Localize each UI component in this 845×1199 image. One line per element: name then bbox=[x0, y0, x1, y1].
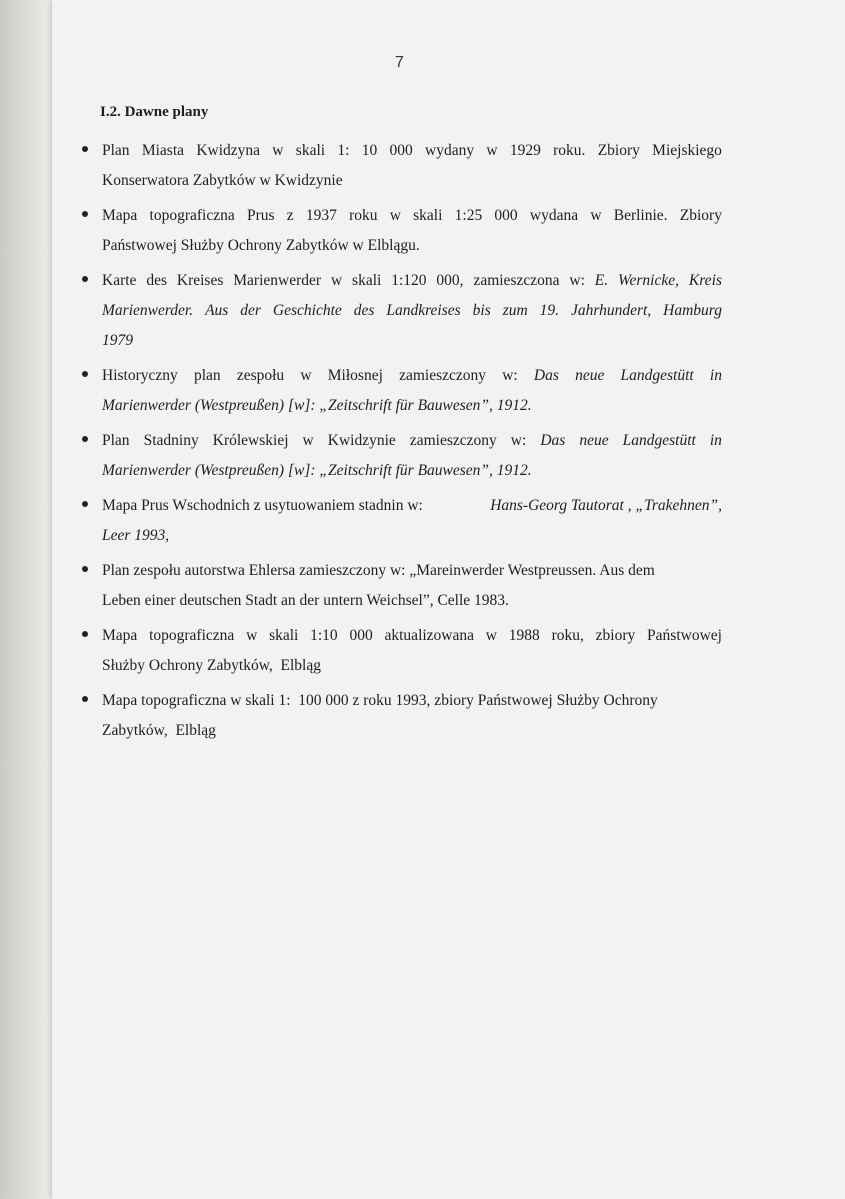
list-item-text: w bbox=[246, 627, 258, 644]
list-item-text: neue bbox=[579, 432, 609, 449]
list-item-line bbox=[102, 136, 722, 166]
list-item-text: Leer 1993, bbox=[102, 527, 170, 544]
list-item bbox=[78, 686, 722, 746]
list-item-line bbox=[102, 231, 722, 261]
list-item-text: w bbox=[302, 432, 314, 449]
list-item-text: Kreis bbox=[688, 272, 722, 289]
list-item-text: 10 bbox=[361, 142, 378, 159]
list-item-text: Marienwerder bbox=[233, 272, 322, 289]
list-item bbox=[78, 201, 722, 261]
list-item-text: roku, bbox=[551, 627, 584, 644]
list-item-text: aktualizowana bbox=[384, 627, 475, 644]
list-item-text: bis bbox=[472, 302, 491, 319]
list-item-text: Landgestütt bbox=[620, 367, 694, 384]
list-item-text: Miejskiego bbox=[652, 142, 722, 159]
list-item-text: Kreises bbox=[176, 272, 224, 289]
list-item-line bbox=[102, 521, 722, 551]
list-item-line bbox=[102, 586, 722, 616]
section-heading: I.2. Dawne plany bbox=[100, 104, 209, 120]
bullet-icon bbox=[82, 146, 88, 152]
list-item-text: Plan bbox=[102, 432, 130, 449]
list-item-text: zum bbox=[502, 302, 528, 319]
list-item-text: in bbox=[709, 432, 722, 449]
list-item-text: w bbox=[590, 207, 602, 224]
list-item-text: z bbox=[286, 207, 294, 224]
list-item-line bbox=[102, 651, 722, 681]
list-item-text: skali bbox=[413, 207, 443, 224]
list-item-text: in bbox=[709, 367, 722, 384]
list-item-text: w bbox=[486, 142, 498, 159]
list-item-text: w: bbox=[502, 367, 518, 384]
list-item-text: Mapa bbox=[102, 207, 138, 224]
list-item-text: zamieszczony bbox=[409, 432, 497, 449]
list-item-text: Plan bbox=[102, 142, 130, 159]
list-item-text: 000, bbox=[436, 272, 464, 289]
bullet-icon bbox=[82, 276, 88, 282]
list-item-line bbox=[102, 166, 722, 196]
bullet-icon bbox=[82, 436, 88, 442]
list-item-text: roku. bbox=[553, 142, 586, 159]
list-item-text: Karte bbox=[102, 272, 137, 289]
list-item bbox=[78, 491, 722, 551]
list-item bbox=[78, 621, 722, 681]
list-item-text: Królewskiej bbox=[212, 432, 289, 449]
list-item-line bbox=[102, 326, 722, 356]
list-item-text: Marienwerder. bbox=[102, 302, 194, 319]
list-item-text: Historyczny bbox=[102, 367, 178, 384]
list-item-text: 1937 bbox=[305, 207, 337, 224]
list-item-text: 1:120 bbox=[391, 272, 427, 289]
list-item-text: Służby Ochrony Zabytków, Elbląg bbox=[102, 657, 321, 674]
list-item-text: Hans-Georg Tautorat , „Trakehnen”, bbox=[490, 497, 722, 514]
bullet-icon bbox=[82, 501, 88, 507]
list-item-text: neue bbox=[575, 367, 605, 384]
list-item-text: Konserwatora Zabytków w Kwidzynie bbox=[102, 172, 343, 189]
list-item-text: Państwowej Służby Ochrony Zabytków w Elblągu. bbox=[102, 237, 420, 254]
list-item bbox=[78, 136, 722, 196]
list-item-text: Marienwerder (Westpreußen) [w]: „Zeitschrift für Bauwesen”, 1912. bbox=[102, 397, 532, 414]
list-item-text: 1979 bbox=[102, 332, 133, 349]
list-item-text: topograficzna bbox=[149, 627, 235, 644]
list-item-text: 1:25 bbox=[454, 207, 483, 224]
list-item-text: Das bbox=[540, 432, 566, 449]
list-item-text: Państwowej bbox=[647, 627, 722, 644]
list-item-line bbox=[102, 491, 722, 521]
list-item-text: Landgestütt bbox=[622, 432, 696, 449]
list-item-text: w bbox=[272, 142, 284, 159]
list-item-line bbox=[102, 556, 722, 586]
list-item-text: zamieszczony bbox=[399, 367, 487, 384]
list-item-text: 19. bbox=[539, 302, 559, 319]
list-item-text: roku bbox=[349, 207, 378, 224]
list-item-text: Miłosnej bbox=[327, 367, 383, 384]
list-item-line bbox=[102, 296, 722, 326]
list-item-line bbox=[102, 391, 722, 421]
list-item-line bbox=[102, 621, 722, 651]
list-item-line bbox=[102, 686, 722, 716]
list-item-line bbox=[102, 266, 722, 296]
list-item-text: 000 bbox=[389, 142, 413, 159]
list-item-text: w bbox=[485, 627, 497, 644]
list-item-text: Jahrhundert, bbox=[570, 302, 652, 319]
list-item-text: der bbox=[240, 302, 261, 319]
list-item-text: w bbox=[300, 367, 312, 384]
list-item-text: topograficzna bbox=[149, 207, 235, 224]
list-item bbox=[78, 556, 722, 616]
list-item-text: skali bbox=[295, 142, 326, 159]
list-item-text: wydana bbox=[529, 207, 579, 224]
list-item-text: w bbox=[389, 207, 401, 224]
list-item-text: Berlinie. bbox=[613, 207, 668, 224]
list-item-text: Kwidzynie bbox=[327, 432, 396, 449]
list-item-line bbox=[102, 716, 722, 746]
list-item-line bbox=[102, 426, 722, 456]
list-item-text: zbiory bbox=[595, 627, 636, 644]
list-item-text: 1988 bbox=[508, 627, 540, 644]
list-item-text: skali bbox=[269, 627, 299, 644]
list-item-line bbox=[102, 456, 722, 486]
page-number: 7 bbox=[395, 54, 404, 71]
list-item bbox=[78, 266, 722, 356]
list-item-text: 1:10 bbox=[310, 627, 338, 644]
list-item-text: Zbiory bbox=[679, 207, 722, 224]
list-item-text: Zbiory bbox=[597, 142, 640, 159]
list-item-text: Prus bbox=[246, 207, 275, 224]
list-item-text: Geschichte bbox=[272, 302, 342, 319]
list-item-text: 1: bbox=[337, 142, 350, 159]
bullet-icon bbox=[82, 211, 88, 217]
list-item-text: Mapa bbox=[102, 627, 138, 644]
list-item-text: Landkreises bbox=[386, 302, 461, 319]
list-item-text: w: bbox=[569, 272, 585, 289]
list-item-text: Zabytków, Elbląg bbox=[102, 722, 216, 739]
list-item-text: wydany bbox=[425, 142, 475, 159]
list-item-text: w: bbox=[510, 432, 527, 449]
list-item-text: des bbox=[353, 302, 375, 319]
bullet-icon bbox=[82, 631, 88, 637]
list-item-text: Marienwerder (Westpreußen) [w]: „Zeitschrift für Bauwesen”, 1912. bbox=[102, 462, 532, 479]
list-item bbox=[78, 426, 722, 486]
bullet-icon bbox=[82, 371, 88, 377]
list-item-text: Kwidzyna bbox=[196, 142, 261, 159]
list-item-text: 000 bbox=[494, 207, 518, 224]
list-item-text: Das bbox=[533, 367, 559, 384]
plans-list bbox=[78, 136, 722, 751]
list-item-text: Mapa Prus Wschodnich z usytuowaniem stadnin w: bbox=[102, 497, 427, 514]
list-item-text: skali bbox=[352, 272, 382, 289]
list-item-text: Wernicke, bbox=[618, 272, 679, 289]
list-item-text: Aus bbox=[205, 302, 229, 319]
list-item-text: zamieszczona bbox=[473, 272, 560, 289]
list-item bbox=[78, 361, 722, 421]
list-item-line bbox=[102, 201, 722, 231]
list-item-text: Leben einer deutschen Stadt an der untern Weichsel”, Celle 1983. bbox=[102, 592, 509, 609]
list-item-text: zespołu bbox=[236, 367, 285, 384]
bullet-icon bbox=[82, 696, 88, 702]
list-item-text: 000 bbox=[349, 627, 373, 644]
bullet-icon bbox=[82, 566, 88, 572]
list-item-text: w bbox=[330, 272, 343, 289]
list-item-text: Miasta bbox=[141, 142, 185, 159]
list-item-text: E. bbox=[594, 272, 609, 289]
list-item-text: Stadniny bbox=[143, 432, 199, 449]
list-item-line bbox=[102, 361, 722, 391]
list-item-text: 1929 bbox=[509, 142, 541, 159]
list-item-text: Hamburg bbox=[663, 302, 722, 319]
list-item-text: Plan zespołu autorstwa Ehlersa zamieszczony w: „Mareinwerder Westpreussen. Aus dem bbox=[102, 562, 655, 579]
list-item-text: des bbox=[146, 272, 167, 289]
list-item-text: plan bbox=[193, 367, 221, 384]
list-item-text: Mapa topograficzna w skali 1: 100 000 z roku 1993, zbiory Państwowej Służby Ochrony bbox=[102, 692, 658, 709]
